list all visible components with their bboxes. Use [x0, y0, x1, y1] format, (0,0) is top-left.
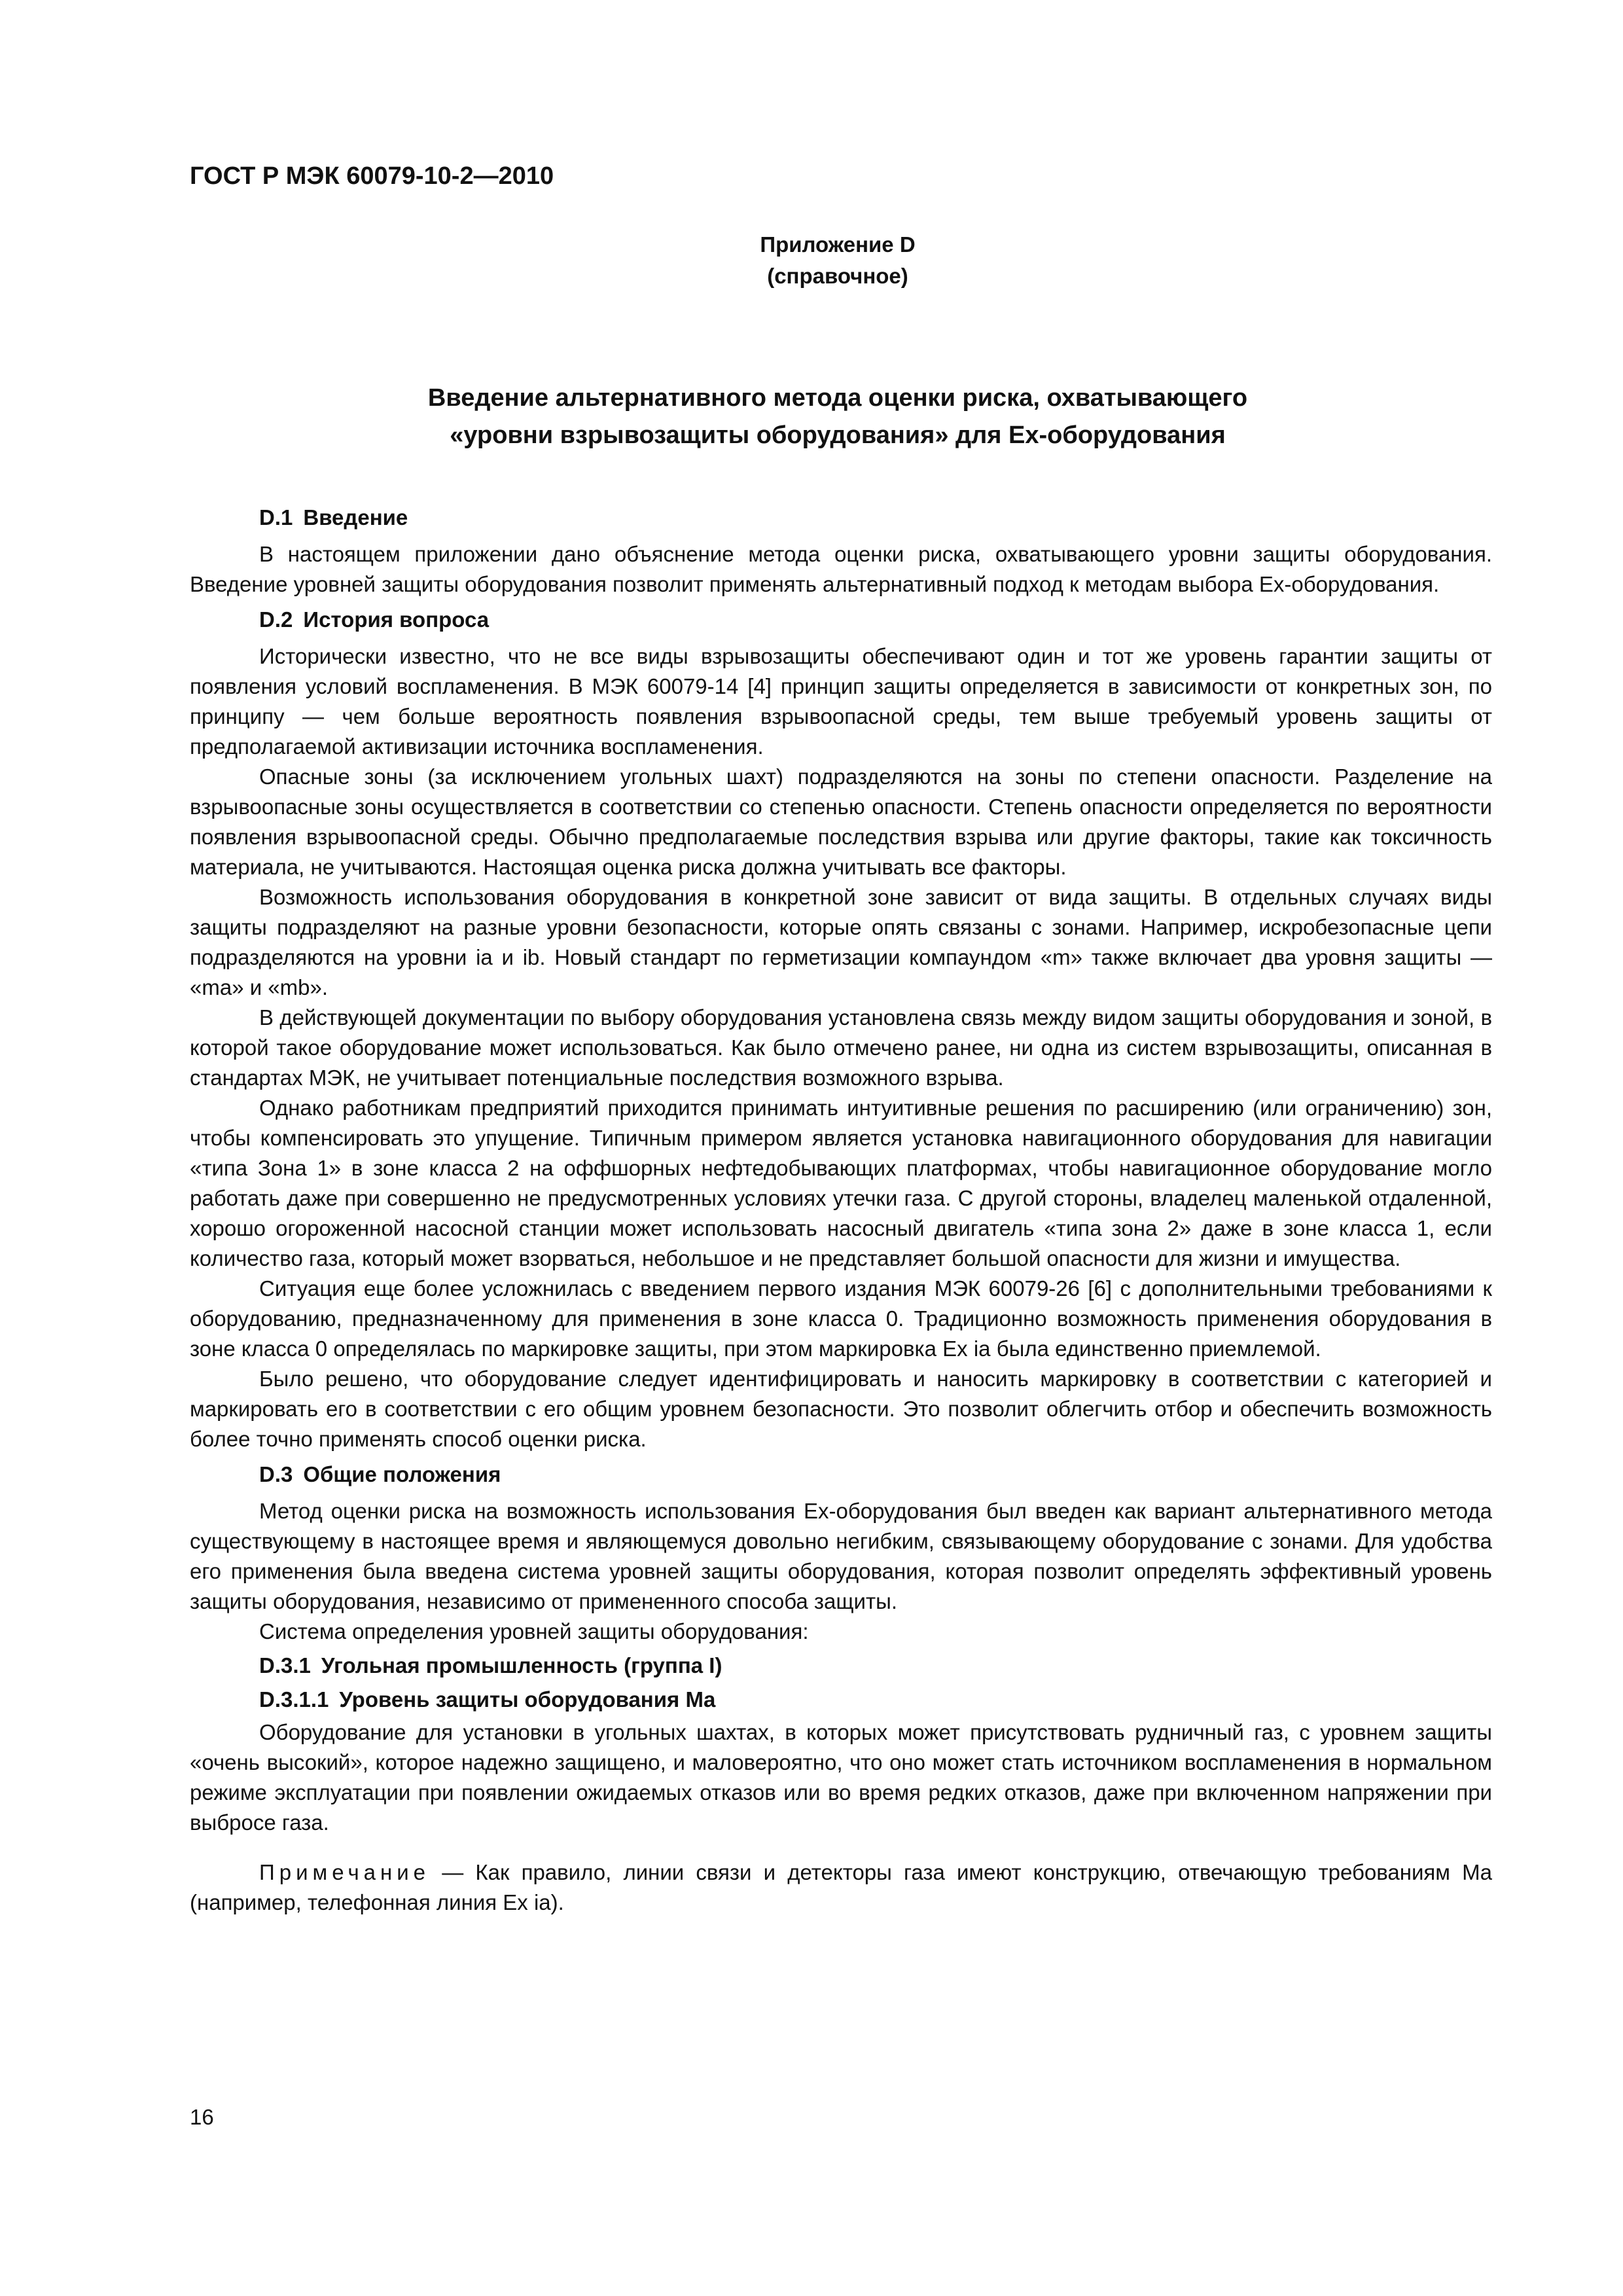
paragraph: Однако работникам предприятий приходится принимать интуитивные решения по расширению (или ограничению) зон, чтобы компенсировать это упущение. Типичным примером является установка навигационного оборудования для навигации «типа Зона 1» в зоне класса 2 на оффшорных нефтедобывающих платформах, чтобы навигационное оборудование могло работать даже при совершенно не предусмотренных условиях утечки газа. С другой стороны, владелец маленькой отдаленной, хорошо огороженной насосной станции может использовать насосный двигатель «типа зона 2» даже в зоне класса 1, если количество газа, который может взорваться, небольшое и не представляет большой опасности для жизни и имущества. [190, 1096, 1492, 1270]
section-heading-d1 [190, 501, 1492, 534]
section-title: История вопроса [303, 607, 490, 632]
paragraph: Исторически известно, что не все виды взрывозащиты обеспечивают один и тот же уровень гарантии защиты от появления условий воспламенения. В МЭК 60079-14 [4] принцип защиты определяется в зависимости от конкретных зон, по принципу — чем больше вероятность появления взрывоопасной среды, тем выше требуемый уровень защиты от предполагаемой активизации источника воспламенения. [190, 644, 1492, 759]
annex-title [190, 380, 1486, 454]
section-number: D.1 [259, 505, 293, 529]
annex-heading [190, 229, 1486, 292]
paragraph: Возможность использования оборудования в конкретной зоне зависит от вида защиты. В отдельных случаях виды защиты подразделяют на разные уровни безопасности, которые опять связаны с зонами. Например, искробезопасные цепи подразделяются на уровни ia и ib. Новый стандарт по герметизации компаундом «m» также включает два уровня защиты — «ma» и «mb». [190, 885, 1492, 999]
paragraph: Было решено, что оборудование следует идентифицировать и наносить маркировку в соответствии с категорией и маркировать его в соответствии с его общим уровнем безопасности. Это позволит облегчить отбор и обеспечить возможность более точно применять способ оценки риска. [190, 1367, 1492, 1451]
section-title: Введение [303, 505, 408, 529]
annex-title-line-2: «уровни взрывозащиты оборудования» для Ex-оборудования [450, 422, 1226, 449]
paragraph: Метод оценки риска на возможность использования Ex-оборудования был введен как вариант альтернативного метода существующему в настоящее время и являющемуся довольно негибким, связывающему оборудование с зонами. Для удобства его применения была введена система уровней защиты оборудования, которая позволит определять эффективный уровень защиты оборудования, независимо от примененного способа защиты. [190, 1499, 1492, 1613]
section-number: D.3 [259, 1462, 293, 1486]
subsection-heading-d311 [190, 1683, 1492, 1716]
section-number: D.2 [259, 607, 293, 632]
paragraph: В настоящем приложении дано объяснение метода оценки риска, охватывающего уровни защиты оборудования. Введение уровней защиты оборудования позволит применять альтернативный подход к методам выбора Ex-оборудования. [190, 542, 1492, 596]
document-code-header: ГОСТ Р МЭК 60079-10-2—2010 [190, 162, 554, 190]
note-text: — Как правило, линии связи и детекторы газа имеют конструкцию, отвечающую требованиям Ma (например, телефонная линия Ex ia). [190, 1860, 1493, 1914]
paragraph: Опасные зоны (за исключением угольных шахт) подразделяются на зоны по степени опасности. Разделение на взрывоопасные зоны осуществляется в соответствии со степенью опасности. Степень опасности определяется по вероятности появления взрывоопасной среды. Обычно предполагаемые последствия взрыва или другие факторы, такие как токсичность материала, не учитываются. Настоящая оценка риска должна учитывать все факторы. [190, 764, 1492, 879]
document-body [190, 497, 1492, 1918]
annex-type: (справочное) [767, 264, 908, 288]
note-paragraph [190, 1857, 1492, 1918]
section-heading-d2 [190, 603, 1492, 636]
paragraph: Система определения уровней защиты оборудования: [259, 1619, 809, 1643]
paragraph: Ситуация еще более усложнилась с введением первого издания МЭК 60079-26 [6] с дополнительными требованиями к оборудованию, предназначенному для применения в зоне класса 0. Традиционно возможность применения оборудования в зоне класса 0 определялась по маркировке защиты, при этом маркировка Ex ia была единственно приемлемой. [190, 1276, 1492, 1361]
subsection-heading-d31 [190, 1649, 1492, 1682]
annex-title-line-1: Введение альтернативного метода оценки риска, охватывающего [427, 384, 1248, 412]
note-label: Примечание [259, 1860, 431, 1884]
paragraph: В действующей документации по выбору оборудования установлена связь между видом защиты оборудования и зоной, в которой такое оборудование может использоваться. Как было отмечено ранее, ни одна из систем взрывозащиты, описанная в стандартах МЭК, не учитывает потенциальные последствия возможного взрыва. [190, 1005, 1492, 1090]
section-title: Угольная промышленность (группа I) [321, 1653, 722, 1677]
section-title: Общие положения [303, 1462, 501, 1486]
section-heading-d3 [190, 1458, 1492, 1491]
section-number: D.3.1.1 [259, 1687, 329, 1712]
annex-label: Приложение D [760, 232, 916, 257]
section-number: D.3.1 [259, 1653, 311, 1677]
paragraph: Оборудование для установки в угольных шахтах, в которых может присутствовать рудничный газ, с уровнем защиты «очень высокий», которое надежно защищено, и маловероятно, что оно может стать источником воспламенения в нормальном режиме эксплуатации при появлении ожидаемых отказов или во время редких отказов, даже при включенном напряжении при выбросе газа. [190, 1720, 1492, 1835]
page-number: 16 [190, 2105, 214, 2129]
section-title: Уровень защиты оборудования Ma [339, 1687, 716, 1712]
